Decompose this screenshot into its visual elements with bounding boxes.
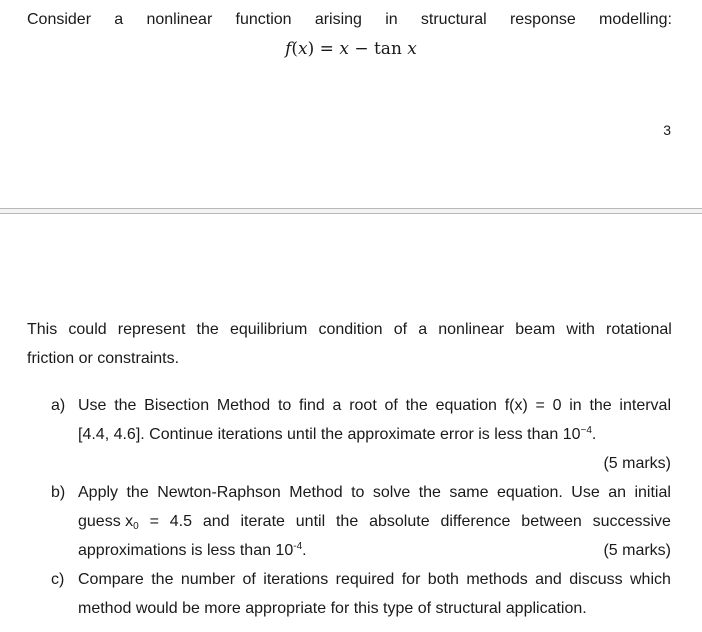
question-word: an <box>608 484 626 501</box>
question-c <box>0 565 702 623</box>
question-word: the <box>151 571 174 588</box>
question-word: 0 <box>552 397 562 414</box>
question-word: difference <box>440 513 511 530</box>
page-break-divider <box>0 208 702 214</box>
intro-word: function <box>235 11 292 28</box>
equation-variable: x <box>407 39 417 59</box>
question-b <box>0 478 702 565</box>
question-word: Apply <box>78 484 119 501</box>
question-line <box>78 507 671 536</box>
question-body <box>78 565 671 623</box>
question-text: approximations is less than 10 <box>78 542 294 559</box>
question-word: discuss <box>569 571 623 588</box>
question-word: number <box>180 571 236 588</box>
question-list <box>0 391 702 623</box>
equation-equals: = <box>314 39 340 59</box>
question-word: the <box>418 484 441 501</box>
paragraph-word: a <box>418 321 428 338</box>
question-word: f(x) <box>504 397 528 414</box>
question-text: guess x <box>78 513 134 530</box>
marks-label: (5 marks) <box>603 542 671 559</box>
paragraph-word: This <box>27 321 58 338</box>
intro-word: a <box>114 11 124 28</box>
question-word: = <box>149 513 159 530</box>
question-word: Bisection <box>144 397 210 414</box>
paragraph-word: could <box>68 321 107 338</box>
question-word: 4.5 <box>169 513 193 530</box>
question-word: of <box>242 571 256 588</box>
question-word: methods <box>466 571 528 588</box>
question-word: = <box>535 397 545 414</box>
intro-word: modelling: <box>599 11 672 28</box>
question-word: and <box>535 571 562 588</box>
question-label: b) <box>51 484 66 501</box>
question-word: the <box>405 397 428 414</box>
equation-minus-tan: − tan <box>348 39 408 59</box>
question-word: the <box>126 484 149 501</box>
paragraph-word: with <box>566 321 595 338</box>
question-text: . <box>302 542 307 559</box>
question-word: between <box>521 513 582 530</box>
question-line <box>78 565 671 594</box>
question-word: Newton-Raphson <box>157 484 281 501</box>
intro-word: nonlinear <box>146 11 213 28</box>
question-word: interval <box>619 397 671 414</box>
question-text-group <box>78 536 307 565</box>
question-word: Use <box>571 484 600 501</box>
question-word: of <box>384 397 398 414</box>
question-word: the <box>589 397 612 414</box>
equation-variable: x <box>339 39 349 59</box>
question-body <box>78 391 671 478</box>
question-word: root <box>349 397 377 414</box>
question-line <box>78 478 671 507</box>
question-word: and <box>202 513 230 530</box>
question-a <box>0 391 702 478</box>
question-word: successive <box>592 513 671 530</box>
question-line <box>78 391 671 420</box>
question-word <box>78 507 139 536</box>
paragraph-word: the <box>196 321 219 338</box>
question-label: c) <box>51 571 65 588</box>
question-word: which <box>630 571 671 588</box>
question-word: absolute <box>369 513 430 530</box>
question-word: for <box>401 571 421 588</box>
page-number: 3 <box>663 122 671 138</box>
intro-word: response <box>509 11 576 28</box>
question-line: method would be more appropriate for this type of structural application. <box>78 600 587 617</box>
equation-variable: x <box>298 39 308 59</box>
paragraph-word: nonlinear <box>438 321 505 338</box>
question-text: . <box>591 426 597 443</box>
question-word: Compare <box>78 571 144 588</box>
paragraph-word: condition <box>318 321 383 338</box>
question-word: iterations <box>263 571 329 588</box>
equation-close-paren: ) <box>307 39 315 59</box>
question-word: solve <box>372 484 411 501</box>
question-word: Method <box>289 484 343 501</box>
question-word: Use <box>78 397 107 414</box>
equation-function-symbol: f <box>285 39 292 59</box>
question-word: the <box>335 513 359 530</box>
marks-label: (5 marks) <box>603 455 671 472</box>
question-word: Method <box>216 397 271 414</box>
question-label: a) <box>51 397 66 414</box>
paragraph-line <box>27 315 672 344</box>
question-word: in <box>569 397 582 414</box>
question-word: equation. <box>496 484 563 501</box>
paragraph-line: friction or constraints. <box>27 350 180 367</box>
intro-word: structural <box>420 11 487 28</box>
subscript: 0 <box>133 521 139 532</box>
question-line <box>78 420 671 449</box>
intro-word: arising <box>314 11 362 28</box>
question-word: find <box>299 397 325 414</box>
question-word: equation <box>435 397 497 414</box>
question-word: both <box>427 571 459 588</box>
question-line <box>78 536 671 565</box>
intro-word: Consider <box>27 11 92 28</box>
paragraph-word: of <box>393 321 408 338</box>
exponent: -4 <box>293 541 303 552</box>
exponent: −4 <box>580 425 592 436</box>
paragraph-word: equilibrium <box>229 321 308 338</box>
question-word: a <box>332 397 342 414</box>
question-word: the <box>114 397 137 414</box>
question-word: until <box>295 513 326 530</box>
equation-open-paren: ( <box>291 39 299 59</box>
question-word: same <box>449 484 489 501</box>
question-word: initial <box>634 484 671 501</box>
intro-word: in <box>385 11 398 28</box>
question-word: to <box>277 397 292 414</box>
question-word: to <box>351 484 365 501</box>
context-paragraph <box>27 315 672 373</box>
question-word: iterate <box>240 513 285 530</box>
paragraph-word: rotational <box>606 321 672 338</box>
function-equation <box>0 37 702 61</box>
paragraph-word: beam <box>515 321 556 338</box>
paragraph-word: represent <box>117 321 186 338</box>
question-body <box>78 478 671 565</box>
intro-sentence <box>27 8 672 32</box>
question-text: [4.4, 4.6]. Continue iterations until the approximate error is less than 10 <box>78 426 581 443</box>
question-word: required <box>335 571 395 588</box>
